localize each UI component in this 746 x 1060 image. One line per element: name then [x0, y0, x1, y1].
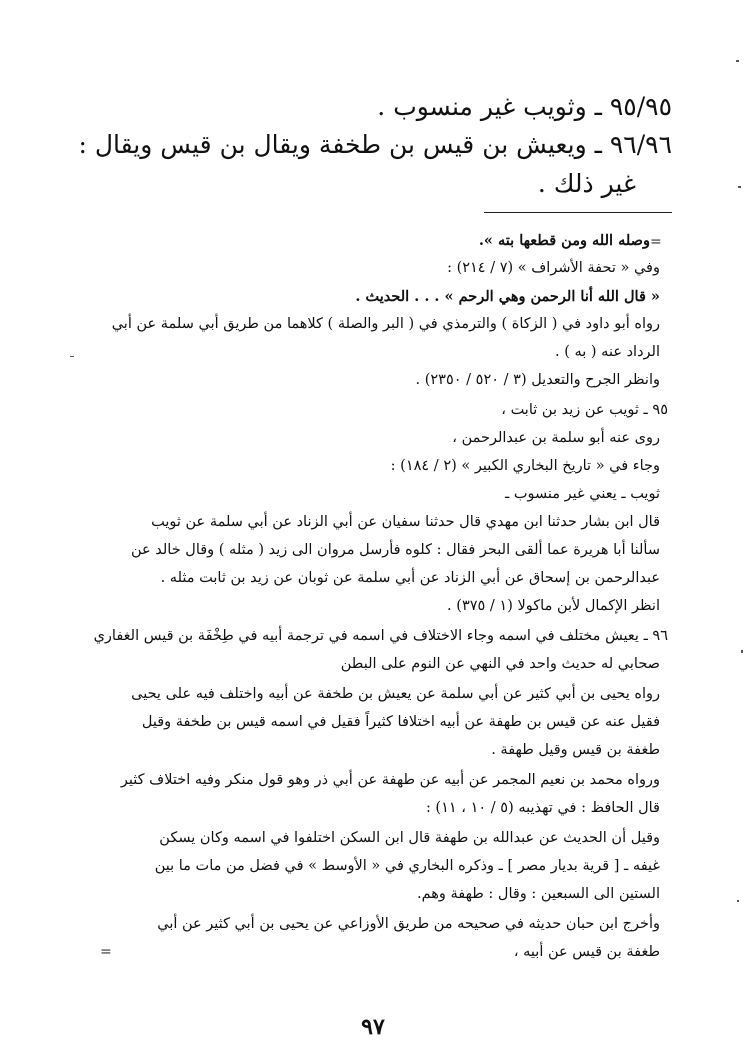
footnote-line: روى عنه أبو سلمة بن عبدالرحمن ، [452, 430, 660, 446]
footnote-line: قال ابن بشار حدثنا ابن مهدي قال حدثنا سفيان عن أبي الزناد عن أبي سلمة عن ثويب [151, 514, 660, 530]
continuation-mark-bottom: = [100, 944, 112, 960]
main-entry-95: ٩٥/٩٥ ـ وثويب غير منسوب . [377, 92, 672, 121]
footnote-line: رواه يحيى بن أبي كثير عن أبي سلمة عن يعيش بن طخفة عن أبيه واختلف فيه على يحيى [131, 686, 660, 702]
main-entry-96: ٩٦/٩٦ ـ ويعيش بن قيس بن طخفة ويقال بن قيس ويقال : [78, 130, 672, 159]
footnote-line: ٩٥ ـ ثويب عن زيد بن ثابت ، [501, 402, 668, 418]
footnote-line: عبدالرحمن بن إسحاق عن أبي الزناد عن أبي سلمة عن ثوبان عن زيد بن ثابت مثله . [160, 570, 660, 586]
footnote-line: طغفة بن قيس عن أبيه ، [513, 944, 660, 960]
scan-speck [70, 356, 74, 357]
page-number: ٩٧ [361, 1014, 385, 1040]
footnote-line: « قال الله أنا الرحمن وهي الرحم » . . . الحديث . [355, 288, 660, 305]
footnote-line: ورواه محمد بن نعيم المجمر عن أبيه عن طهفة عن أبي ذر وهو قول منكر وفيه اختلاف كثير [120, 772, 660, 788]
scan-speck [738, 186, 741, 188]
footnote-line: وفي « تحفة الأشراف » (٧ / ٢١٤) : [447, 260, 660, 276]
footnote-line: الستين الى السبعين : وقال : طهفة وهم. [416, 886, 660, 902]
footnote-line: طغفة بن قيس وقيل طهفة . [491, 742, 660, 758]
scan-speck [736, 60, 739, 62]
main-entry-96-continued: غير ذلك . [537, 169, 636, 198]
footnote-line: رواه أبو داود في ( الزكاة ) والترمذي في ( البر والصلة ) كلاهما من طريق أبي سلمة عن أبي [111, 316, 660, 332]
footnote-line: وانظر الجرح والتعديل (٣ / ٥٢٠ / ٢٣٥٠) . [415, 372, 660, 388]
scan-speck [737, 900, 739, 902]
footnote-separator-rule [484, 212, 672, 213]
footnote-line: سألنا أبا هريرة عما ألقى البحر فقال : كلوه فأرسل مروان الى زيد ( مثله ) وقال خالد عن [130, 542, 660, 558]
footnote-line: فقيل عنه عن قيس بن طهفة عن أبيه اختلافا كثيراً فقيل في اسمه قيس بن طخفة وقيل [141, 714, 660, 730]
footnote-line: ٩٦ ـ يعيش مختلف في اسمه وجاء الاختلاف في اسمه في ترجمة أبيه في طِخْفَة بن قيس الغفاري [93, 628, 668, 644]
footnote-line: قال الحافظ : في تهذيبه (٥ / ١٠ ، ١١) : [425, 800, 660, 816]
continuation-mark-top: = [650, 234, 662, 250]
scan-speck [741, 650, 743, 653]
footnote-line: وجاء في « تاريخ البخاري الكبير » (٢ / ١٨٤) : [390, 458, 660, 474]
footnote-line: الرداد عنه ( به ) . [555, 344, 660, 360]
footnote-line: ثويب ـ يعني غير منسوب ـ [504, 486, 660, 502]
footnote-line: انظر الإكمال لأبن ماكولا (١ / ٣٧٥) . [447, 598, 660, 614]
footnote-line: وقيل أن الحديث عن عبدالله بن طهفة قال ابن السكن اختلفوا في اسمه وكان يسكن [159, 830, 660, 846]
footnote-line: وصله الله ومن قطعها بته ». [478, 232, 650, 249]
footnote-line: غيفه ـ [ قرية بديار مصر ] ـ وذكره البخاري في « الأوسط » في فضل من مات ما بين [154, 858, 660, 874]
footnote-line: وأخرج ابن حبان حديثه في صحيحه من طريق الأوزاعي عن يحيى بن أبي كثير عن أبي [157, 916, 660, 932]
footnote-line: صحابي له حديث واحد في النهي عن النوم على البطن [340, 656, 660, 672]
